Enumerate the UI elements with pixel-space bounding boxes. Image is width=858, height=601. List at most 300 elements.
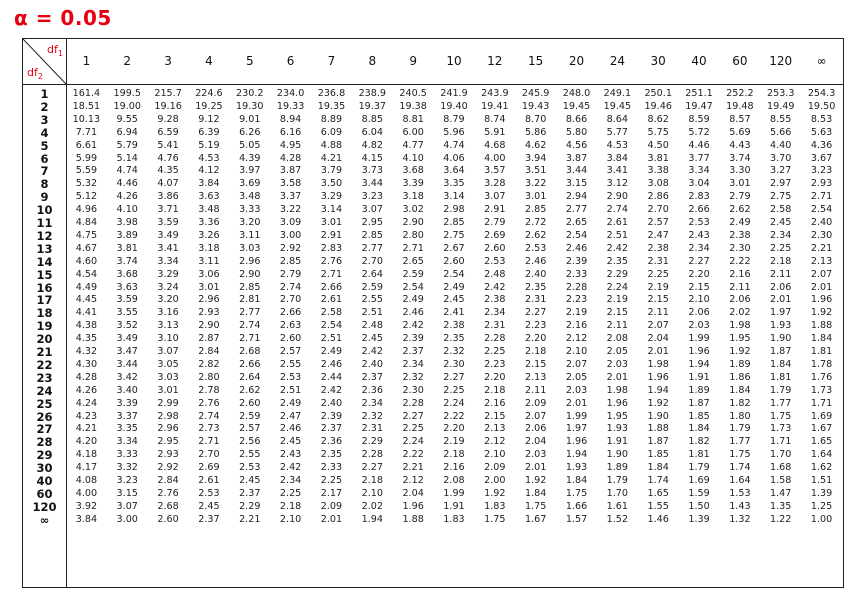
table-cell: 19.41 xyxy=(481,100,509,112)
table-cell: 3.44 xyxy=(565,165,588,177)
df1-label-subscript: 1 xyxy=(57,49,63,59)
row-header-df2: 2 xyxy=(40,99,49,114)
table-cell: 2.29 xyxy=(239,500,261,512)
table-cell: 3.73 xyxy=(361,165,383,177)
column-header-df1: 15 xyxy=(528,54,544,68)
table-cell: 2.82 xyxy=(198,358,220,370)
f-distribution-table xyxy=(22,38,844,588)
table-cell: 5.77 xyxy=(606,126,629,138)
table-cell: 8.57 xyxy=(729,113,751,125)
table-cell: 3.00 xyxy=(279,229,302,241)
table-cell: 2.40 xyxy=(361,358,383,370)
table-cell: 2.90 xyxy=(239,268,261,280)
table-cell: 2.71 xyxy=(239,333,261,345)
table-cell: 9.12 xyxy=(198,113,220,125)
table-cell: 1.64 xyxy=(810,449,833,461)
table-cell: 3.58 xyxy=(279,178,302,190)
table-cell: 3.71 xyxy=(157,204,179,216)
table-cell: 2.18 xyxy=(279,500,302,512)
table-cell: 3.27 xyxy=(770,165,792,177)
table-cell: 3.01 xyxy=(157,384,179,396)
table-cell: 3.20 xyxy=(157,294,179,306)
table-cell: 4.74 xyxy=(443,139,465,151)
table-cell: 1.89 xyxy=(606,462,629,474)
table-cell: 2.59 xyxy=(239,410,261,422)
table-cell: 2.28 xyxy=(565,281,588,293)
table-cell: 3.23 xyxy=(116,475,138,486)
table-cell: 2.49 xyxy=(320,346,343,357)
table-cell: 2.34 xyxy=(279,475,302,486)
table-cell: 1.73 xyxy=(810,384,833,396)
row-header-df2: 29 xyxy=(36,448,53,463)
table-cell: 1.85 xyxy=(647,449,669,461)
table-cell: 3.08 xyxy=(647,178,669,190)
table-cell: 2.27 xyxy=(402,410,424,422)
table-cell: 240.5 xyxy=(399,88,427,99)
table-cell: 1.81 xyxy=(770,371,792,383)
table-cell: 2.75 xyxy=(443,229,465,241)
table-cell: 4.49 xyxy=(75,281,98,293)
table-cell: 1.62 xyxy=(810,462,833,474)
table-cell: 1.94 xyxy=(565,449,588,461)
table-cell: 2.48 xyxy=(361,320,383,332)
table-cell: 4.96 xyxy=(75,204,98,216)
table-cell: 2.60 xyxy=(279,333,302,345)
table-cell: 3.34 xyxy=(116,436,138,448)
table-cell: 1.53 xyxy=(729,487,751,499)
row-header-df2: 120 xyxy=(32,499,57,514)
table-cell: 2.69 xyxy=(484,229,506,241)
table-cell: 2.68 xyxy=(157,500,179,512)
table-cell: 2.46 xyxy=(565,242,588,254)
table-cell: 2.45 xyxy=(279,436,302,448)
table-cell: 1.55 xyxy=(647,500,669,512)
table-cell: 1.50 xyxy=(688,500,710,512)
table-cell: 2.60 xyxy=(484,242,506,254)
table-cell: 2.93 xyxy=(157,449,179,461)
table-cell: 2.74 xyxy=(606,204,629,216)
table-cell: 8.79 xyxy=(443,113,465,125)
column-header-df1: 7 xyxy=(327,54,336,68)
table-cell: 2.13 xyxy=(810,255,833,267)
table-cell: 19.50 xyxy=(807,100,836,112)
table-cell: 1.39 xyxy=(810,487,833,499)
table-cell: 1.78 xyxy=(810,358,833,370)
table-cell: 2.34 xyxy=(361,397,383,409)
df2-label xyxy=(27,66,43,81)
table-cell: 2.85 xyxy=(443,217,465,228)
table-cell: 3.74 xyxy=(729,152,751,164)
row-header-df2: 13 xyxy=(36,241,53,256)
table-cell: 2.74 xyxy=(198,410,220,422)
table-cell: 2.37 xyxy=(361,371,383,383)
table-cell: 3.30 xyxy=(729,165,751,177)
table-cell: 2.25 xyxy=(320,475,343,486)
table-cell: 4.45 xyxy=(75,294,98,306)
row-header-df2: 7 xyxy=(40,164,49,179)
table-cell: 2.55 xyxy=(239,449,261,461)
table-cell: 1.47 xyxy=(770,487,792,499)
table-cell: 2.68 xyxy=(239,346,261,357)
table-cell: 4.35 xyxy=(157,165,179,177)
table-cell: 1.83 xyxy=(443,513,465,525)
table-cell: 1.87 xyxy=(647,436,669,448)
table-cell: 4.53 xyxy=(198,152,220,164)
table-cell: 2.35 xyxy=(606,255,629,267)
table-cell: 2.01 xyxy=(647,346,669,357)
table-cell: 2.90 xyxy=(402,217,424,228)
table-cell: 5.41 xyxy=(157,139,179,151)
table-cell: 2.20 xyxy=(524,333,547,345)
table-cell: 3.29 xyxy=(320,191,343,203)
table-cell: 5.59 xyxy=(75,165,98,177)
table-cell: 3.36 xyxy=(198,217,220,228)
table-cell: 3.01 xyxy=(320,217,343,228)
table-corner-cell xyxy=(23,39,67,84)
table-cell: 4.10 xyxy=(116,204,138,216)
table-cell: 1.22 xyxy=(770,513,792,525)
df2-label-subscript: 2 xyxy=(37,72,43,81)
table-cell: 2.53 xyxy=(688,217,710,228)
table-cell: 2.79 xyxy=(484,217,506,228)
column-header-df1: 60 xyxy=(732,54,748,68)
table-cell: 2.37 xyxy=(239,487,261,499)
table-cell: 2.63 xyxy=(279,320,302,332)
table-cell: 2.58 xyxy=(770,204,792,216)
table-cell: 1.77 xyxy=(729,436,751,448)
table-cell: 3.18 xyxy=(402,191,424,203)
row-header-df2: 1 xyxy=(40,87,49,101)
table-cell: 2.71 xyxy=(320,268,343,280)
table-cell: 2.28 xyxy=(484,333,506,345)
row-header-df2: 40 xyxy=(36,474,53,488)
table-cell: 1.84 xyxy=(524,487,547,499)
table-cell: 2.02 xyxy=(729,307,751,319)
table-cell: 3.18 xyxy=(198,242,220,254)
table-cell: 243.9 xyxy=(481,88,509,99)
table-cell: 3.10 xyxy=(157,333,179,345)
table-cell: 19.16 xyxy=(154,100,182,112)
table-cell: 2.60 xyxy=(239,397,261,409)
table-cell: 6.04 xyxy=(361,126,383,138)
table-cell: 1.96 xyxy=(565,436,588,448)
table-cell: 6.26 xyxy=(239,126,261,138)
row-header-df2: 12 xyxy=(36,228,53,243)
table-cell: 3.69 xyxy=(239,178,261,190)
table-cell: 1.94 xyxy=(688,358,710,370)
table-cell: 2.84 xyxy=(198,346,220,357)
table-cell: 2.61 xyxy=(198,475,220,486)
table-cell: 2.06 xyxy=(729,294,751,306)
table-cell: 1.75 xyxy=(484,513,506,525)
table-cell: 3.33 xyxy=(116,449,138,461)
row-header-df2: 6 xyxy=(40,151,49,166)
table-cell: 2.70 xyxy=(279,294,302,306)
table-cell: 1.99 xyxy=(688,333,710,345)
table-cell: 2.46 xyxy=(320,358,343,370)
table-cell: 2.40 xyxy=(524,268,547,280)
table-cell: 1.94 xyxy=(647,384,669,396)
table-cell: 2.30 xyxy=(443,358,465,370)
table-cell: 2.51 xyxy=(361,307,383,319)
column-header-df1: 9 xyxy=(409,54,417,68)
table-cell: 2.71 xyxy=(810,191,833,203)
table-cell: 2.29 xyxy=(361,436,383,448)
table-cell: 8.62 xyxy=(647,113,669,125)
table-cell: 8.66 xyxy=(565,113,588,125)
table-cell: 2.40 xyxy=(810,217,833,228)
table-cell: 249.1 xyxy=(603,88,632,99)
table-cell: 2.12 xyxy=(402,475,424,486)
table-cell: 4.35 xyxy=(75,333,98,345)
table-cell: 2.18 xyxy=(484,384,506,396)
table-cell: 3.64 xyxy=(443,165,465,177)
table-cell: 3.48 xyxy=(239,191,261,203)
row-header-df2: 60 xyxy=(36,486,53,501)
table-cell: 8.85 xyxy=(361,113,383,125)
table-cell: 2.13 xyxy=(524,371,547,383)
table-cell: 2.38 xyxy=(729,229,751,241)
table-cell: 2.86 xyxy=(647,191,669,203)
column-header-df1: 5 xyxy=(245,54,254,68)
table-cell: 215.7 xyxy=(154,88,182,99)
table-cell: 4.26 xyxy=(116,191,138,203)
table-cell: 2.11 xyxy=(606,320,629,332)
table-cell: 2.74 xyxy=(239,320,261,332)
table-cell: 3.37 xyxy=(279,191,302,203)
table-cell: 1.87 xyxy=(770,346,792,357)
table-cell: 2.55 xyxy=(279,358,302,370)
table-cell: 4.28 xyxy=(279,152,302,164)
table-cell: 2.71 xyxy=(198,436,220,448)
table-cell: 3.02 xyxy=(402,204,424,216)
row-header-df2: 30 xyxy=(36,461,53,476)
table-cell: 3.05 xyxy=(157,358,179,370)
table-cell: 250.1 xyxy=(644,88,672,99)
table-cell: 2.08 xyxy=(606,333,629,345)
table-cell: 2.66 xyxy=(239,358,261,370)
table-cell: 2.32 xyxy=(402,371,424,383)
table-cell: 3.39 xyxy=(402,178,424,190)
table-cell: 3.22 xyxy=(524,178,547,190)
table-cell: 2.25 xyxy=(770,242,792,254)
table-cell: 2.21 xyxy=(239,513,261,525)
table-cell: 1.84 xyxy=(770,358,792,370)
table-cell: 1.81 xyxy=(688,449,710,461)
table-cell: 2.80 xyxy=(198,371,220,383)
table-cell: 5.99 xyxy=(75,152,98,164)
table-cell: 1.43 xyxy=(729,500,751,512)
table-cell: 1.91 xyxy=(606,436,629,448)
table-cell: 2.61 xyxy=(606,217,629,228)
table-cell: 4.40 xyxy=(770,139,792,151)
column-header-df1: 6 xyxy=(286,54,295,68)
table-cell: 2.92 xyxy=(157,462,179,474)
table-cell: 3.67 xyxy=(810,152,833,164)
table-cell: 2.43 xyxy=(688,229,710,241)
table-cell: 2.01 xyxy=(524,462,547,474)
table-cell: 2.55 xyxy=(361,294,383,306)
table-cell: 2.46 xyxy=(279,423,302,435)
table-cell: 4.54 xyxy=(75,268,98,280)
table-cell: 2.57 xyxy=(279,346,302,357)
table-cell: 5.72 xyxy=(688,126,710,138)
table-cell: 6.61 xyxy=(75,139,98,151)
table-cell: 4.26 xyxy=(75,384,98,396)
table-cell: 2.42 xyxy=(402,320,424,332)
table-cell: 2.15 xyxy=(647,294,669,306)
table-cell: 9.28 xyxy=(157,113,179,125)
table-cell: 3.11 xyxy=(198,255,220,267)
table-cell: 1.75 xyxy=(770,410,792,422)
table-cell: 1.92 xyxy=(810,307,833,319)
table-cell: 19.45 xyxy=(603,100,632,112)
table-cell: 2.80 xyxy=(402,229,424,241)
table-cell: 1.92 xyxy=(524,475,547,486)
table-cell: 1.79 xyxy=(606,475,629,486)
table-cell: 2.54 xyxy=(320,320,343,332)
table-cell: 4.23 xyxy=(75,410,98,422)
row-header-df2: 22 xyxy=(36,357,53,372)
table-cell: 3.94 xyxy=(524,152,547,164)
table-cell: 3.07 xyxy=(361,204,383,216)
table-cell: 1.74 xyxy=(729,462,751,474)
column-header-df1: 24 xyxy=(609,54,625,68)
table-cell: 2.27 xyxy=(361,462,383,474)
table-cell: 3.42 xyxy=(116,371,138,383)
table-cell: 3.63 xyxy=(198,191,220,203)
table-cell: 3.70 xyxy=(770,152,792,164)
table-cell: 3.49 xyxy=(116,333,138,345)
table-cell: 2.81 xyxy=(239,294,261,306)
table-cell: 4.15 xyxy=(361,152,383,164)
table-cell: 1.99 xyxy=(565,410,588,422)
table-cell: 2.15 xyxy=(606,307,629,319)
table-cell: 2.11 xyxy=(524,384,547,396)
table-cell: 4.74 xyxy=(116,165,138,177)
table-cell: 2.49 xyxy=(729,217,751,228)
row-header-df2: 26 xyxy=(36,409,53,424)
table-cell: 1.75 xyxy=(565,487,588,499)
table-cell: 19.40 xyxy=(440,100,468,112)
table-cell: 1.88 xyxy=(647,423,669,435)
table-cell: 2.10 xyxy=(279,513,302,525)
table-cell: 3.34 xyxy=(157,255,179,267)
table-cell: 2.15 xyxy=(688,281,710,293)
table-cell: 4.95 xyxy=(279,139,302,151)
table-cell: 1.57 xyxy=(565,513,588,525)
table-cell: 19.35 xyxy=(317,100,346,112)
table-cell: 2.53 xyxy=(484,255,506,267)
table-cell: 2.61 xyxy=(320,294,343,306)
table-cell: 5.66 xyxy=(770,126,792,138)
table-cell: 1.71 xyxy=(770,436,792,448)
table-cell: 2.42 xyxy=(361,346,383,357)
table-cell: 2.19 xyxy=(565,307,588,319)
table-cell: 4.56 xyxy=(565,139,588,151)
table-cell: 2.24 xyxy=(402,436,424,448)
table-cell: 3.74 xyxy=(116,255,138,267)
table-cell: 254.3 xyxy=(807,88,836,99)
table-cell: 3.03 xyxy=(239,242,261,254)
table-cell: 2.40 xyxy=(320,397,343,409)
table-cell: 2.24 xyxy=(606,281,629,293)
table-cell: 1.59 xyxy=(688,487,710,499)
row-header-df2: 19 xyxy=(36,319,53,334)
table-cell: 3.86 xyxy=(157,191,179,203)
table-cell: 2.34 xyxy=(688,242,710,254)
table-cell: 2.47 xyxy=(279,410,302,422)
table-cell: 19.38 xyxy=(399,100,427,112)
table-header-row xyxy=(23,39,843,85)
table-cell: 2.27 xyxy=(443,371,465,383)
table-cell: 2.20 xyxy=(484,371,506,383)
table-cell: 1.95 xyxy=(729,333,751,345)
table-cell: 3.03 xyxy=(157,371,179,383)
table-cell: 4.39 xyxy=(239,152,261,164)
table-cell: 1.93 xyxy=(606,423,629,435)
table-cell: 3.87 xyxy=(565,152,588,164)
table-cell: 1.84 xyxy=(647,462,669,474)
table-cell: 2.57 xyxy=(239,423,261,435)
table-cell: 2.41 xyxy=(443,307,465,319)
table-cell: 2.66 xyxy=(688,204,710,216)
page-title: α = 0.05 xyxy=(14,6,112,30)
table-cell: 2.92 xyxy=(279,242,302,254)
table-cell: 3.87 xyxy=(279,165,302,177)
table-cell: 1.81 xyxy=(810,346,833,357)
table-cell: 3.37 xyxy=(116,410,138,422)
table-cell: 4.07 xyxy=(157,178,179,190)
table-cell: 2.65 xyxy=(565,217,588,228)
table-cell: 1.32 xyxy=(729,513,751,525)
table-cell: 2.94 xyxy=(565,191,588,203)
table-cell: 3.11 xyxy=(239,229,261,241)
table-cell: 2.38 xyxy=(443,320,465,332)
table-cell: 3.16 xyxy=(157,307,179,319)
table-cell: 2.17 xyxy=(320,487,343,499)
table-cell: 2.45 xyxy=(443,294,465,306)
table-cell: 1.90 xyxy=(606,449,629,461)
row-header-df2: 24 xyxy=(36,383,53,398)
table-cell: 2.76 xyxy=(157,487,179,499)
table-cell: 2.76 xyxy=(198,397,220,409)
table-cell: 2.62 xyxy=(729,204,751,216)
table-cell: 2.64 xyxy=(239,371,261,383)
table-cell: 3.07 xyxy=(484,191,506,203)
table-cell: 5.63 xyxy=(810,126,833,138)
table-cell: 3.14 xyxy=(320,204,343,216)
table-cell: 1.71 xyxy=(810,397,833,409)
table-cell: 2.90 xyxy=(198,320,220,332)
table-cell: 238.9 xyxy=(358,88,387,99)
table-cell: 18.51 xyxy=(72,100,101,112)
table-cell: 8.55 xyxy=(770,113,792,125)
table-cell: 2.25 xyxy=(402,423,424,435)
table-cell: 4.24 xyxy=(75,397,98,409)
table-cell: 1.61 xyxy=(606,500,629,512)
table-cell: 2.39 xyxy=(320,410,343,422)
table-cell: 2.57 xyxy=(647,217,669,228)
table-cell: 2.25 xyxy=(279,487,302,499)
table-cell: 19.46 xyxy=(644,100,672,112)
table-cell: 2.06 xyxy=(770,281,792,293)
table-cell: 1.92 xyxy=(729,346,751,357)
row-header-df2: 27 xyxy=(36,422,53,437)
table-cell: 2.07 xyxy=(647,320,669,332)
table-cell: 3.12 xyxy=(606,178,629,190)
table-cell: 2.85 xyxy=(524,204,547,216)
